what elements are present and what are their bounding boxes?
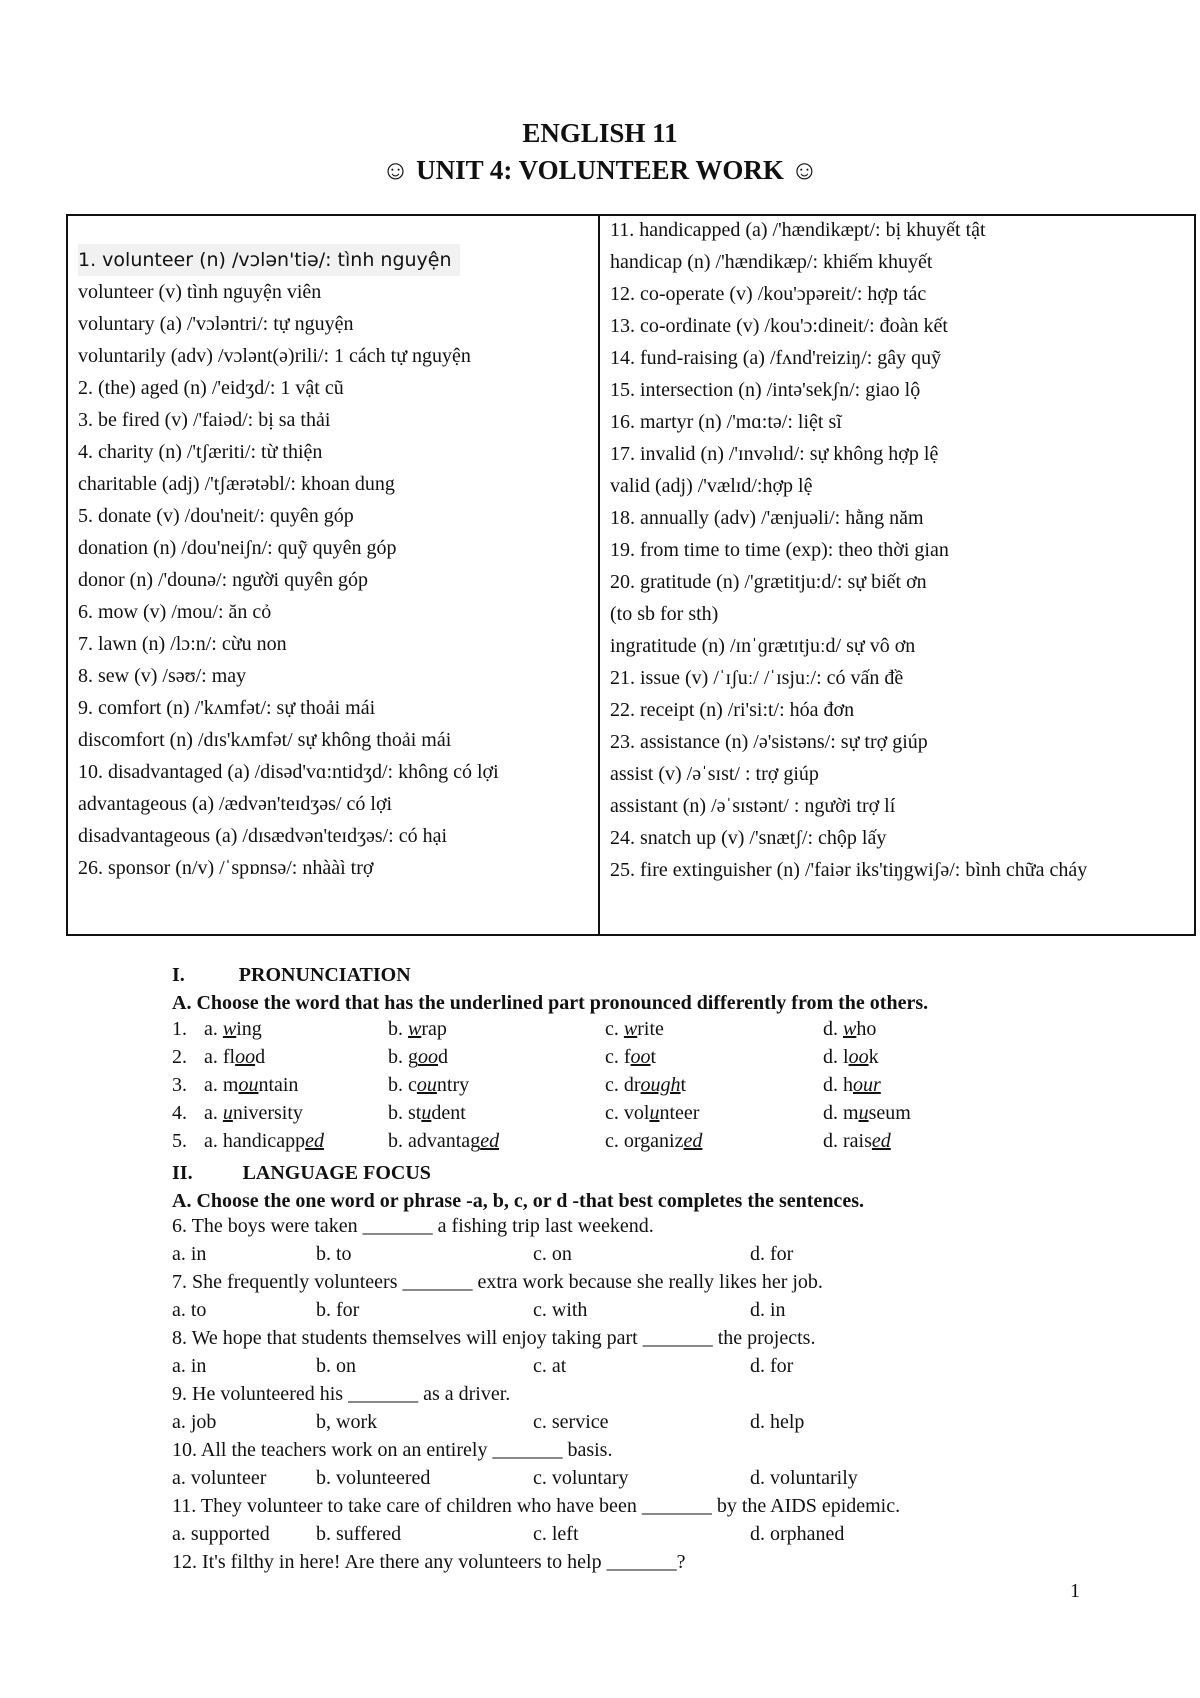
answer-option[interactable]: b. to bbox=[316, 1243, 352, 1265]
answer-option[interactable]: d. voluntarily bbox=[750, 1467, 858, 1489]
vocab-entry: 7. lawn (n) /lɔ:n/: cừu non bbox=[78, 633, 287, 655]
vocab-entry: volunteer (v) tình nguyện viên bbox=[78, 281, 322, 303]
vocab-entry: 25. fire extinguisher (n) /'faiər iks'tiŋgwiʃə/: bình chữa cháy bbox=[610, 859, 1088, 881]
vocab-entry: donor (n) /'dounə/: người quyên góp bbox=[78, 569, 368, 591]
vocab-entry: 14. fund-raising (a) /fʌnd'reiziŋ/: gây quỹ bbox=[610, 347, 942, 369]
vocab-entry: 19. from time to time (exp): theo thời gian bbox=[610, 539, 949, 561]
vocab-entry: voluntarily (adv) /vɔlənt(ə)rili/: 1 cách tự nguyện bbox=[78, 345, 471, 367]
question-text: 11. They volunteer to take care of children who have been _______ by the AIDS epidemic. bbox=[172, 1495, 901, 1517]
answer-option[interactable]: c. left bbox=[533, 1523, 579, 1545]
underlined-part: u bbox=[649, 1102, 660, 1124]
underlined-part: u bbox=[421, 1102, 432, 1124]
answer-option-c[interactable]: c. volunteer bbox=[605, 1102, 700, 1124]
vocab-entry: advantageous (a) /ædvən'teɪdʒəs/ có lợi bbox=[78, 793, 393, 815]
underlined-part: w bbox=[843, 1018, 857, 1040]
answer-option-c[interactable]: c. write bbox=[605, 1018, 664, 1040]
answer-option[interactable]: c. service bbox=[533, 1411, 609, 1433]
vocab-entry: 24. snatch up (v) /'snætʃ/: chộp lấy bbox=[610, 827, 887, 849]
answer-option-a[interactable]: a. wing bbox=[204, 1018, 262, 1040]
vocab-entry: 10. disadvantaged (a) /disəd'vɑ:ntidʒd/: không có lợi bbox=[78, 761, 499, 783]
answer-option-d[interactable]: d. who bbox=[823, 1018, 877, 1040]
answer-option-a[interactable]: a. flood bbox=[204, 1046, 266, 1068]
question-number: 3. bbox=[172, 1074, 187, 1096]
question-number: 4. bbox=[172, 1102, 187, 1124]
answer-option-c[interactable]: c. foot bbox=[605, 1046, 657, 1068]
answer-option-b[interactable]: b. student bbox=[388, 1102, 466, 1124]
vocab-entry: 16. martyr (n) /'mɑ:tə/: liệt sĩ bbox=[610, 411, 842, 433]
question-text: 12. It's filthy in here! Are there any volunteers to help _______? bbox=[172, 1551, 686, 1573]
vocab-entry: handicap (n) /'hændikæp/: khiếm khuyết bbox=[610, 251, 933, 273]
answer-option[interactable]: c. voluntary bbox=[533, 1467, 629, 1489]
vocab-entry: 5. donate (v) /dou'neit/: quyên góp bbox=[78, 505, 354, 527]
vocab-entry: donation (n) /dou'neiʃn/: quỹ quyên góp bbox=[78, 537, 397, 559]
underlined-part: ed bbox=[683, 1130, 703, 1152]
question-text: 10. All the teachers work on an entirely _______ basis. bbox=[172, 1439, 613, 1461]
answer-option[interactable]: c. on bbox=[533, 1243, 572, 1265]
answer-option[interactable]: a. in bbox=[172, 1355, 207, 1377]
answer-option-b[interactable]: b. wrap bbox=[388, 1018, 447, 1040]
answer-option-d[interactable]: d. look bbox=[823, 1046, 879, 1068]
question-number: 5. bbox=[172, 1130, 187, 1152]
section-title: LANGUAGE FOCUS bbox=[242, 1162, 431, 1184]
answer-option[interactable]: d. orphaned bbox=[750, 1523, 845, 1545]
vocab-entry: 13. co-ordinate (v) /kou'ɔ:dineit/: đoàn kết bbox=[610, 315, 948, 337]
vocab-entry: 11. handicapped (a) /'hændikæpt/: bị khuyết tật bbox=[610, 219, 986, 241]
unit-title: ☺ UNIT 4: VOLUNTEER WORK ☺ bbox=[381, 155, 819, 185]
answer-option[interactable]: d. for bbox=[750, 1355, 794, 1377]
answer-option-a[interactable]: a. mountain bbox=[204, 1074, 299, 1096]
answer-option-d[interactable]: d. hour bbox=[823, 1074, 881, 1096]
question-number: 1. bbox=[172, 1018, 187, 1040]
vocab-entry: 20. gratitude (n) /'grætitju:d/: sự biết ơn bbox=[610, 571, 927, 593]
underlined-part: oo bbox=[848, 1046, 869, 1068]
underlined-part: u bbox=[222, 1102, 233, 1124]
section-heading-language-focus bbox=[172, 1160, 431, 1187]
answer-option[interactable]: d. for bbox=[750, 1243, 794, 1265]
answer-option[interactable]: b. suffered bbox=[316, 1523, 402, 1545]
vocab-entry: 22. receipt (n) /ri'si:t/: hóa đơn bbox=[610, 699, 855, 721]
vocab-entry: 15. intersection (n) /intə'sekʃn/: giao lộ bbox=[610, 379, 921, 401]
answer-option[interactable]: a. in bbox=[172, 1243, 207, 1265]
vocab-entry: assist (v) /əˈsɪst/ : trợ giúp bbox=[610, 763, 819, 785]
vocab-entry: valid (adj) /'vælɪd/:hợp lệ bbox=[610, 475, 813, 497]
answer-option[interactable]: a. supported bbox=[172, 1523, 270, 1545]
underlined-part: oo bbox=[418, 1046, 438, 1068]
underlined-part: ed bbox=[871, 1130, 891, 1152]
page-number: 1 bbox=[1070, 1580, 1080, 1602]
answer-option[interactable]: a. job bbox=[172, 1411, 217, 1433]
vocab-entry: disadvantageous (a) /dɪsædvən'teɪdʒəs/: có hại bbox=[78, 825, 448, 847]
document-title: ENGLISH 11 bbox=[522, 118, 678, 148]
vocab-entry: 23. assistance (n) /ə'sistəns/: sự trợ giúp bbox=[610, 731, 928, 753]
underlined-part: ed bbox=[480, 1130, 500, 1152]
vocab-entry: 4. charity (n) /'tʃæriti/: từ thiện bbox=[78, 441, 323, 463]
answer-option[interactable]: b, work bbox=[316, 1411, 378, 1433]
answer-option[interactable]: d. in bbox=[750, 1299, 786, 1321]
answer-option-c[interactable]: c. organized bbox=[605, 1130, 703, 1152]
vocab-entry: charitable (adj) /'tʃærətəbl/: khoan dung bbox=[78, 473, 395, 495]
answer-option[interactable]: b. for bbox=[316, 1299, 360, 1321]
answer-option-c[interactable]: c. drought bbox=[605, 1074, 687, 1096]
underlined-part: oo bbox=[235, 1046, 256, 1068]
language-focus-instruction: A. Choose the one word or phrase -a, b, c, or d -that best completes the sentences. bbox=[172, 1190, 864, 1212]
underlined-part: u bbox=[858, 1102, 869, 1124]
question-text: 6. The boys were taken _______ a fishing trip last weekend. bbox=[172, 1215, 654, 1237]
vocab-entry: 21. issue (v) /ˈɪʃuː/ /ˈɪsjuː/: có vấn đề bbox=[610, 667, 904, 689]
table-divider bbox=[598, 214, 600, 936]
vocab-entry: (to sb for sth) bbox=[610, 603, 719, 625]
section-number: I. bbox=[172, 964, 185, 986]
underlined-part: w bbox=[623, 1018, 638, 1040]
answer-option-b[interactable]: b. advantaged bbox=[388, 1130, 500, 1152]
underlined-part: our bbox=[853, 1074, 881, 1096]
vocab-entry: ingratitude (n) /ɪnˈɡrætɪtjuːd/ sự vô ơn bbox=[610, 635, 916, 657]
underlined-part: oo bbox=[630, 1046, 651, 1068]
section-title: PRONUNCIATION bbox=[238, 964, 411, 986]
underlined-part: w bbox=[408, 1018, 422, 1040]
vocab-entry: discomfort (n) /dɪs'kʌmfət/ sự không thoải mái bbox=[78, 729, 452, 751]
answer-option[interactable]: b. volunteered bbox=[316, 1467, 431, 1489]
answer-option-d[interactable]: d. raised bbox=[823, 1130, 891, 1152]
answer-option-d[interactable]: d. museum bbox=[823, 1102, 911, 1124]
vocab-entry: 17. invalid (n) /'ɪnvəlɪd/: sự không hợp lệ bbox=[610, 443, 939, 465]
answer-option[interactable]: c. at bbox=[533, 1355, 567, 1377]
vocab-entry: voluntary (a) /'vɔləntri/: tự nguyện bbox=[78, 313, 354, 335]
question-text: 7. She frequently volunteers _______ extra work because she really likes her job. bbox=[172, 1271, 823, 1293]
question-text: 9. He volunteered his _______ as a driver. bbox=[172, 1383, 511, 1405]
vocabulary-left-column bbox=[78, 244, 499, 884]
underlined-part: ough bbox=[640, 1074, 681, 1096]
answer-option-b[interactable]: b. good bbox=[388, 1046, 448, 1068]
answer-option[interactable]: a. to bbox=[172, 1299, 207, 1321]
answer-option[interactable]: b. on bbox=[316, 1355, 356, 1377]
question-text: 8. We hope that students themselves will enjoy taking part _______ the projects. bbox=[172, 1327, 816, 1349]
question-number: 2. bbox=[172, 1046, 187, 1068]
section-number: II. bbox=[172, 1162, 193, 1184]
answer-option[interactable]: c. with bbox=[533, 1299, 588, 1321]
vocab-entry: 8. sew (v) /səʊ/: may bbox=[78, 665, 247, 687]
underlined-part: w bbox=[222, 1018, 237, 1040]
vocab-entry: 2. (the) aged (n) /'eidʒd/: 1 vật cũ bbox=[78, 377, 344, 399]
vocab-entry: 6. mow (v) /mou/: ăn cỏ bbox=[78, 601, 272, 623]
underlined-part: ed bbox=[305, 1130, 324, 1152]
answer-option[interactable]: d. help bbox=[750, 1411, 805, 1433]
vocab-entry: 1. volunteer (n) /vɔlən'tiə/: tình nguyện bbox=[78, 244, 460, 276]
underlined-part: ou bbox=[416, 1074, 437, 1096]
vocab-entry: 9. comfort (n) /'kʌmfət/: sự thoải mái bbox=[78, 697, 376, 719]
vocab-entry: assistant (n) /əˈsɪstənt/ : người trợ lí bbox=[610, 795, 896, 817]
underlined-part: ou bbox=[238, 1074, 259, 1096]
vocabulary-right-column bbox=[610, 214, 1087, 886]
vocab-entry: 3. be fired (v) /'faiəd/: bị sa thải bbox=[78, 409, 331, 431]
vocab-entry: 12. co-operate (v) /kou'ɔpəreit/: hợp tác bbox=[610, 283, 927, 305]
vocab-entry: 26. sponsor (n/v) /ˈspɒnsə/: nhààì trợ bbox=[78, 857, 374, 879]
answer-option-a[interactable]: a. university bbox=[204, 1102, 303, 1124]
pronunciation-instruction: A. Choose the word that has the underlined part pronounced differently from the others. bbox=[172, 992, 929, 1014]
vocab-entry: 18. annually (adv) /'ænjuəli/: hằng năm bbox=[610, 507, 924, 529]
section-heading-pronunciation bbox=[172, 962, 411, 989]
answer-option-a[interactable]: a. handicapped bbox=[204, 1130, 324, 1152]
answer-option-b[interactable]: b. country bbox=[388, 1074, 470, 1096]
answer-option[interactable]: a. volunteer bbox=[172, 1467, 267, 1489]
